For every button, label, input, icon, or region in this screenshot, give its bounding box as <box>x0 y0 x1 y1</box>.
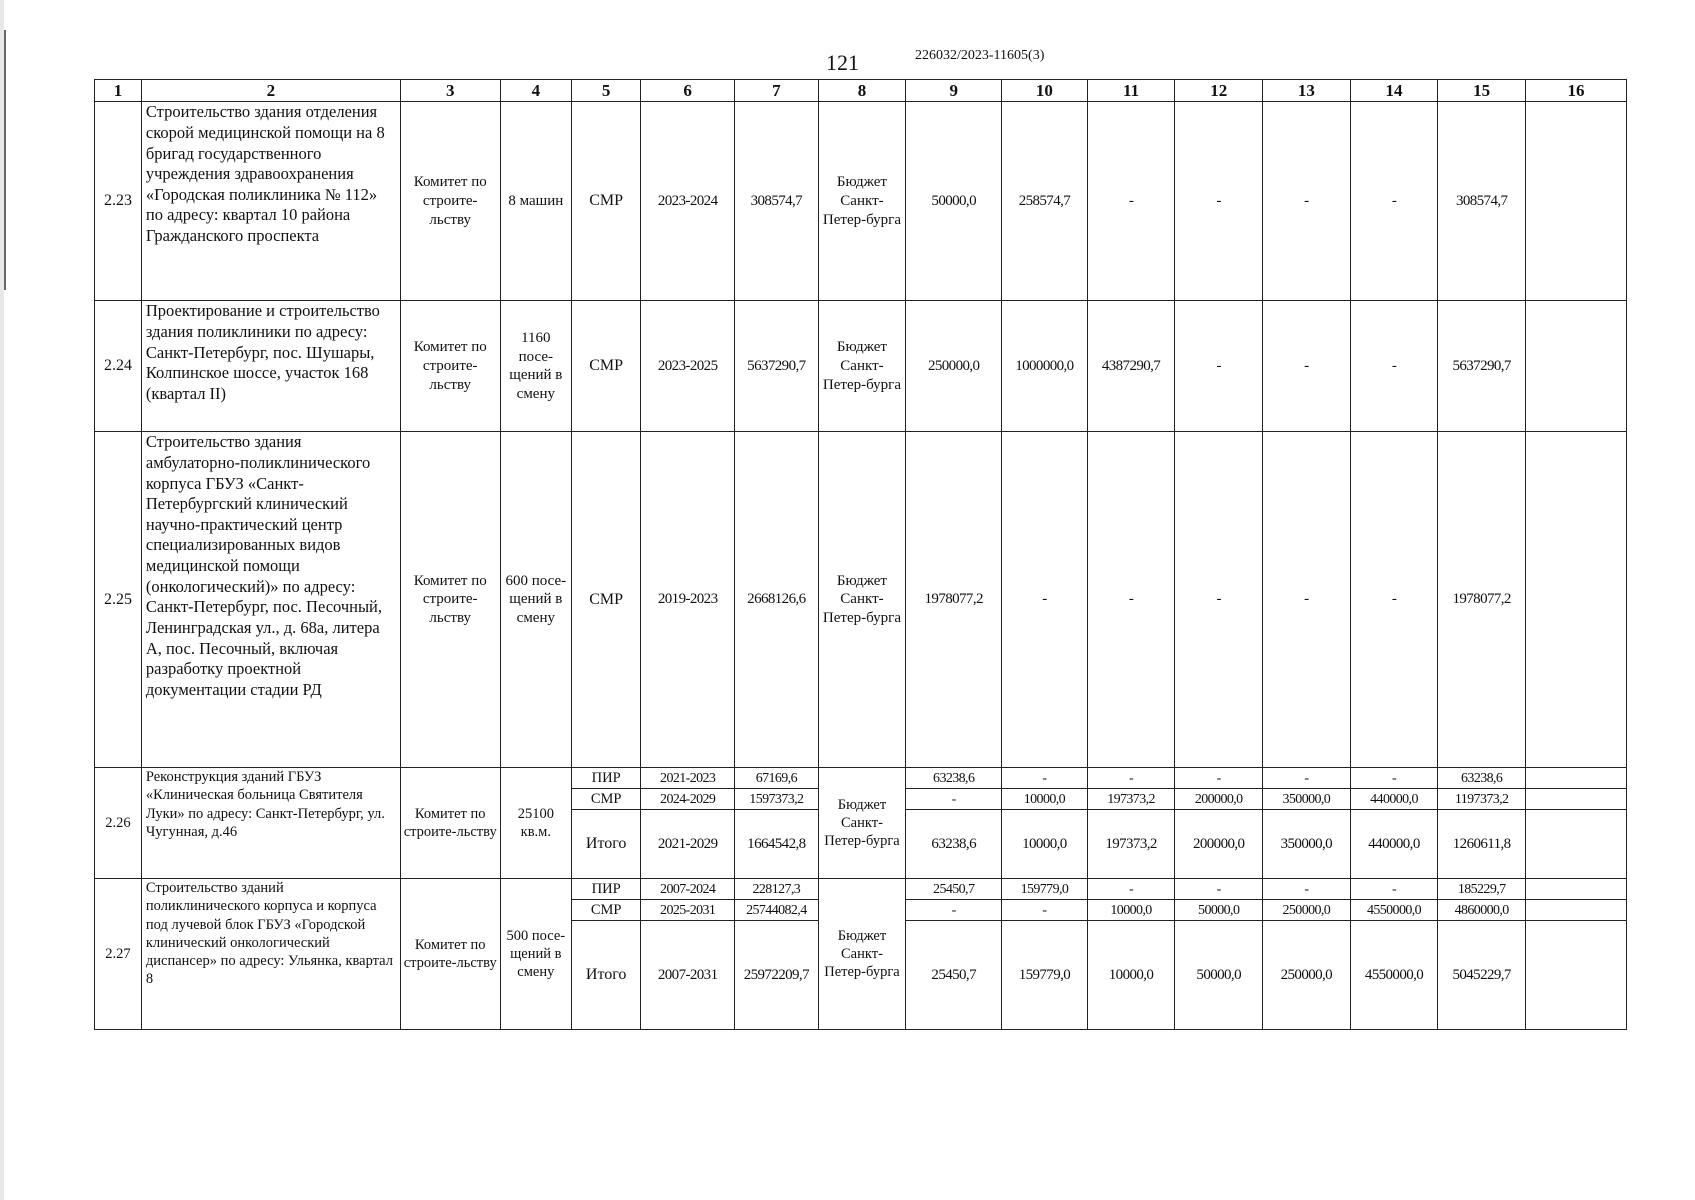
period: 2023-2025 <box>641 301 735 432</box>
value-col11: 197373,2 <box>1087 789 1175 810</box>
value-col16 <box>1526 879 1627 900</box>
value-col15: 63238,6 <box>1438 768 1526 789</box>
value-col16 <box>1526 768 1627 789</box>
value-col12: 200000,0 <box>1175 810 1263 879</box>
value-col16 <box>1526 432 1627 768</box>
value-col14: 4550000,0 <box>1350 921 1438 1030</box>
value-col14: 4550000,0 <box>1350 900 1438 921</box>
period: 2024-2029 <box>641 789 735 810</box>
row-number: 2.23 <box>95 102 142 301</box>
value-col12: - <box>1175 432 1263 768</box>
table-row <box>95 432 1627 768</box>
header-cell: 2 <box>141 80 400 102</box>
page-number: 121 <box>826 50 859 75</box>
row-number: 2.27 <box>95 879 142 1030</box>
customer: Комитет по строите-льству <box>400 432 500 768</box>
value-col9: - <box>906 789 1002 810</box>
value-col13: 250000,0 <box>1263 900 1351 921</box>
value-col14: - <box>1350 768 1438 789</box>
value-col16 <box>1526 810 1627 879</box>
value-col12: - <box>1175 301 1263 432</box>
value-col15: 185229,7 <box>1438 879 1526 900</box>
value-col15: 1260611,8 <box>1438 810 1526 879</box>
capacity: 25100 кв.м. <box>500 768 571 879</box>
value-col16 <box>1526 900 1627 921</box>
value-col11: 10000,0 <box>1087 900 1175 921</box>
header-cell: 5 <box>572 80 641 102</box>
object-name: Строительство зданий поликлинического корпуса и корпуса под лучевой блок ГБУЗ «Городской клинический онкологический диспансер» по адресу: Ульянка, квартал 8 <box>141 879 400 1030</box>
stage: Итого <box>572 921 641 1030</box>
period: 2021-2029 <box>641 810 735 879</box>
scan-edge-shadow <box>4 30 6 290</box>
table-header-row <box>95 80 1627 102</box>
value-col16 <box>1526 789 1627 810</box>
funding-source: Бюджет Санкт-Петер-бурга <box>818 768 906 879</box>
period: 2007-2024 <box>641 879 735 900</box>
value-col12: 50000,0 <box>1175 900 1263 921</box>
total-cost: 67169,6 <box>735 768 819 789</box>
period: 2023-2024 <box>641 102 735 301</box>
value-col13: - <box>1263 879 1351 900</box>
value-col10: 258574,7 <box>1002 102 1088 301</box>
value-col14: - <box>1350 301 1438 432</box>
funding-source: Бюджет Санкт-Петер-бурга <box>818 432 906 768</box>
header-cell: 13 <box>1263 80 1351 102</box>
value-col15: 308574,7 <box>1438 102 1526 301</box>
value-col14: - <box>1350 102 1438 301</box>
value-col9: 1978077,2 <box>906 432 1002 768</box>
value-col11: 197373,2 <box>1087 810 1175 879</box>
customer: Комитет по строите-льству <box>400 102 500 301</box>
value-col10: 159779,0 <box>1002 879 1088 900</box>
value-col14: 440000,0 <box>1350 810 1438 879</box>
header-cell: 9 <box>906 80 1002 102</box>
header-cell: 14 <box>1350 80 1438 102</box>
stage: СМР <box>572 301 641 432</box>
value-col14: 440000,0 <box>1350 789 1438 810</box>
object-name: Реконструкция зданий ГБУЗ «Клиническая больница Святителя Луки» по адресу: Санкт-Петербург, ул. Чугунная, д.46 <box>141 768 400 879</box>
value-col16 <box>1526 921 1627 1030</box>
value-col9: - <box>906 900 1002 921</box>
header-cell: 8 <box>818 80 906 102</box>
table-row <box>95 879 1627 900</box>
value-col15: 1978077,2 <box>1438 432 1526 768</box>
value-col11: 4387290,7 <box>1087 301 1175 432</box>
value-col9: 63238,6 <box>906 810 1002 879</box>
total-cost: 1597373,2 <box>735 789 819 810</box>
value-col9: 63238,6 <box>906 768 1002 789</box>
row-number: 2.24 <box>95 301 142 432</box>
header-cell: 16 <box>1526 80 1627 102</box>
customer: Комитет по строите-льству <box>400 301 500 432</box>
period: 2007-2031 <box>641 921 735 1030</box>
value-col15: 1197373,2 <box>1438 789 1526 810</box>
capacity: 600 посе-щений в смену <box>500 432 571 768</box>
value-col11: - <box>1087 102 1175 301</box>
value-col14: - <box>1350 879 1438 900</box>
stage: ПИР <box>572 768 641 789</box>
stage: СМР <box>572 789 641 810</box>
total-cost: 5637290,7 <box>735 301 819 432</box>
period: 2019-2023 <box>641 432 735 768</box>
value-col11: - <box>1087 432 1175 768</box>
value-col9: 25450,7 <box>906 921 1002 1030</box>
stage: Итого <box>572 810 641 879</box>
value-col11: 10000,0 <box>1087 921 1175 1030</box>
customer: Комитет по строите-льству <box>400 879 500 1030</box>
capacity: 500 посе-щений в смену <box>500 879 571 1030</box>
value-col12: - <box>1175 102 1263 301</box>
value-col10: 1000000,0 <box>1002 301 1088 432</box>
funding-source: Бюджет Санкт-Петер-бурга <box>818 879 906 1030</box>
header-cell: 15 <box>1438 80 1526 102</box>
capacity: 8 машин <box>500 102 571 301</box>
value-col15: 5637290,7 <box>1438 301 1526 432</box>
value-col13: 350000,0 <box>1263 789 1351 810</box>
value-col10: 10000,0 <box>1002 789 1088 810</box>
value-col11: - <box>1087 879 1175 900</box>
funding-source: Бюджет Санкт-Петер-бурга <box>818 301 906 432</box>
table-row <box>95 301 1627 432</box>
stage: СМР <box>572 102 641 301</box>
value-col13: - <box>1263 432 1351 768</box>
stage: СМР <box>572 900 641 921</box>
stage: ПИР <box>572 879 641 900</box>
value-col10: 10000,0 <box>1002 810 1088 879</box>
value-col9: 25450,7 <box>906 879 1002 900</box>
document-number: 226032/2023-11605(3) <box>915 48 1045 63</box>
row-number: 2.26 <box>95 768 142 879</box>
value-col16 <box>1526 102 1627 301</box>
value-col12: - <box>1175 768 1263 789</box>
header-cell: 1 <box>95 80 142 102</box>
header-cell: 3 <box>400 80 500 102</box>
customer: Комитет по строите-льству <box>400 768 500 879</box>
table-row <box>95 102 1627 301</box>
value-col15: 5045229,7 <box>1438 921 1526 1030</box>
table-row <box>95 768 1627 789</box>
value-col11: - <box>1087 768 1175 789</box>
value-col14: - <box>1350 432 1438 768</box>
object-name: Строительство здания амбулаторно-поликлинического корпуса ГБУЗ «Санкт-Петербургский клинический научно-практический центр специализированных видов медицинской помощи (онкологический)» по адресу: Санкт-Петербург, пос. Песочный, Ленинградская ул., д. 68а, литера А, пос. Песочный, включая разработку проектной документации стадии РД <box>141 432 400 768</box>
value-col12: - <box>1175 879 1263 900</box>
row-number: 2.25 <box>95 432 142 768</box>
value-col12: 200000,0 <box>1175 789 1263 810</box>
header-cell: 4 <box>500 80 571 102</box>
value-col10: - <box>1002 768 1088 789</box>
header-cell: 7 <box>735 80 819 102</box>
total-cost: 1664542,8 <box>735 810 819 879</box>
header-cell: 10 <box>1002 80 1088 102</box>
header-cell: 11 <box>1087 80 1175 102</box>
header-cell: 12 <box>1175 80 1263 102</box>
total-cost: 228127,3 <box>735 879 819 900</box>
object-name: Строительство здания отделения скорой медицинской помощи на 8 бригад государственного учреждения здравоохранения «Городская поликлиника № 112» по адресу: квартал 10 района Гражданского проспекта <box>141 102 400 301</box>
value-col13: 350000,0 <box>1263 810 1351 879</box>
value-col16 <box>1526 301 1627 432</box>
value-col13: - <box>1263 301 1351 432</box>
value-col10: 159779,0 <box>1002 921 1088 1030</box>
capacity: 1160 посе-щений в смену <box>500 301 571 432</box>
value-col10: - <box>1002 900 1088 921</box>
value-col9: 250000,0 <box>906 301 1002 432</box>
value-col12: 50000,0 <box>1175 921 1263 1030</box>
header-cell: 6 <box>641 80 735 102</box>
period: 2021-2023 <box>641 768 735 789</box>
value-col13: - <box>1263 768 1351 789</box>
value-col13: - <box>1263 102 1351 301</box>
funding-source: Бюджет Санкт-Петер-бурга <box>818 102 906 301</box>
total-cost: 2668126,6 <box>735 432 819 768</box>
value-col13: 250000,0 <box>1263 921 1351 1030</box>
period: 2025-2031 <box>641 900 735 921</box>
total-cost: 25972209,7 <box>735 921 819 1030</box>
value-col9: 50000,0 <box>906 102 1002 301</box>
program-table <box>94 79 1627 1030</box>
total-cost: 25744082,4 <box>735 900 819 921</box>
object-name: Проектирование и строительство здания поликлиники по адресу: Санкт-Петербург, пос. Шушары, Колпинское шоссе, участок 168 (квартал II) <box>141 301 400 432</box>
stage: СМР <box>572 432 641 768</box>
value-col15: 4860000,0 <box>1438 900 1526 921</box>
total-cost: 308574,7 <box>735 102 819 301</box>
value-col10: - <box>1002 432 1088 768</box>
